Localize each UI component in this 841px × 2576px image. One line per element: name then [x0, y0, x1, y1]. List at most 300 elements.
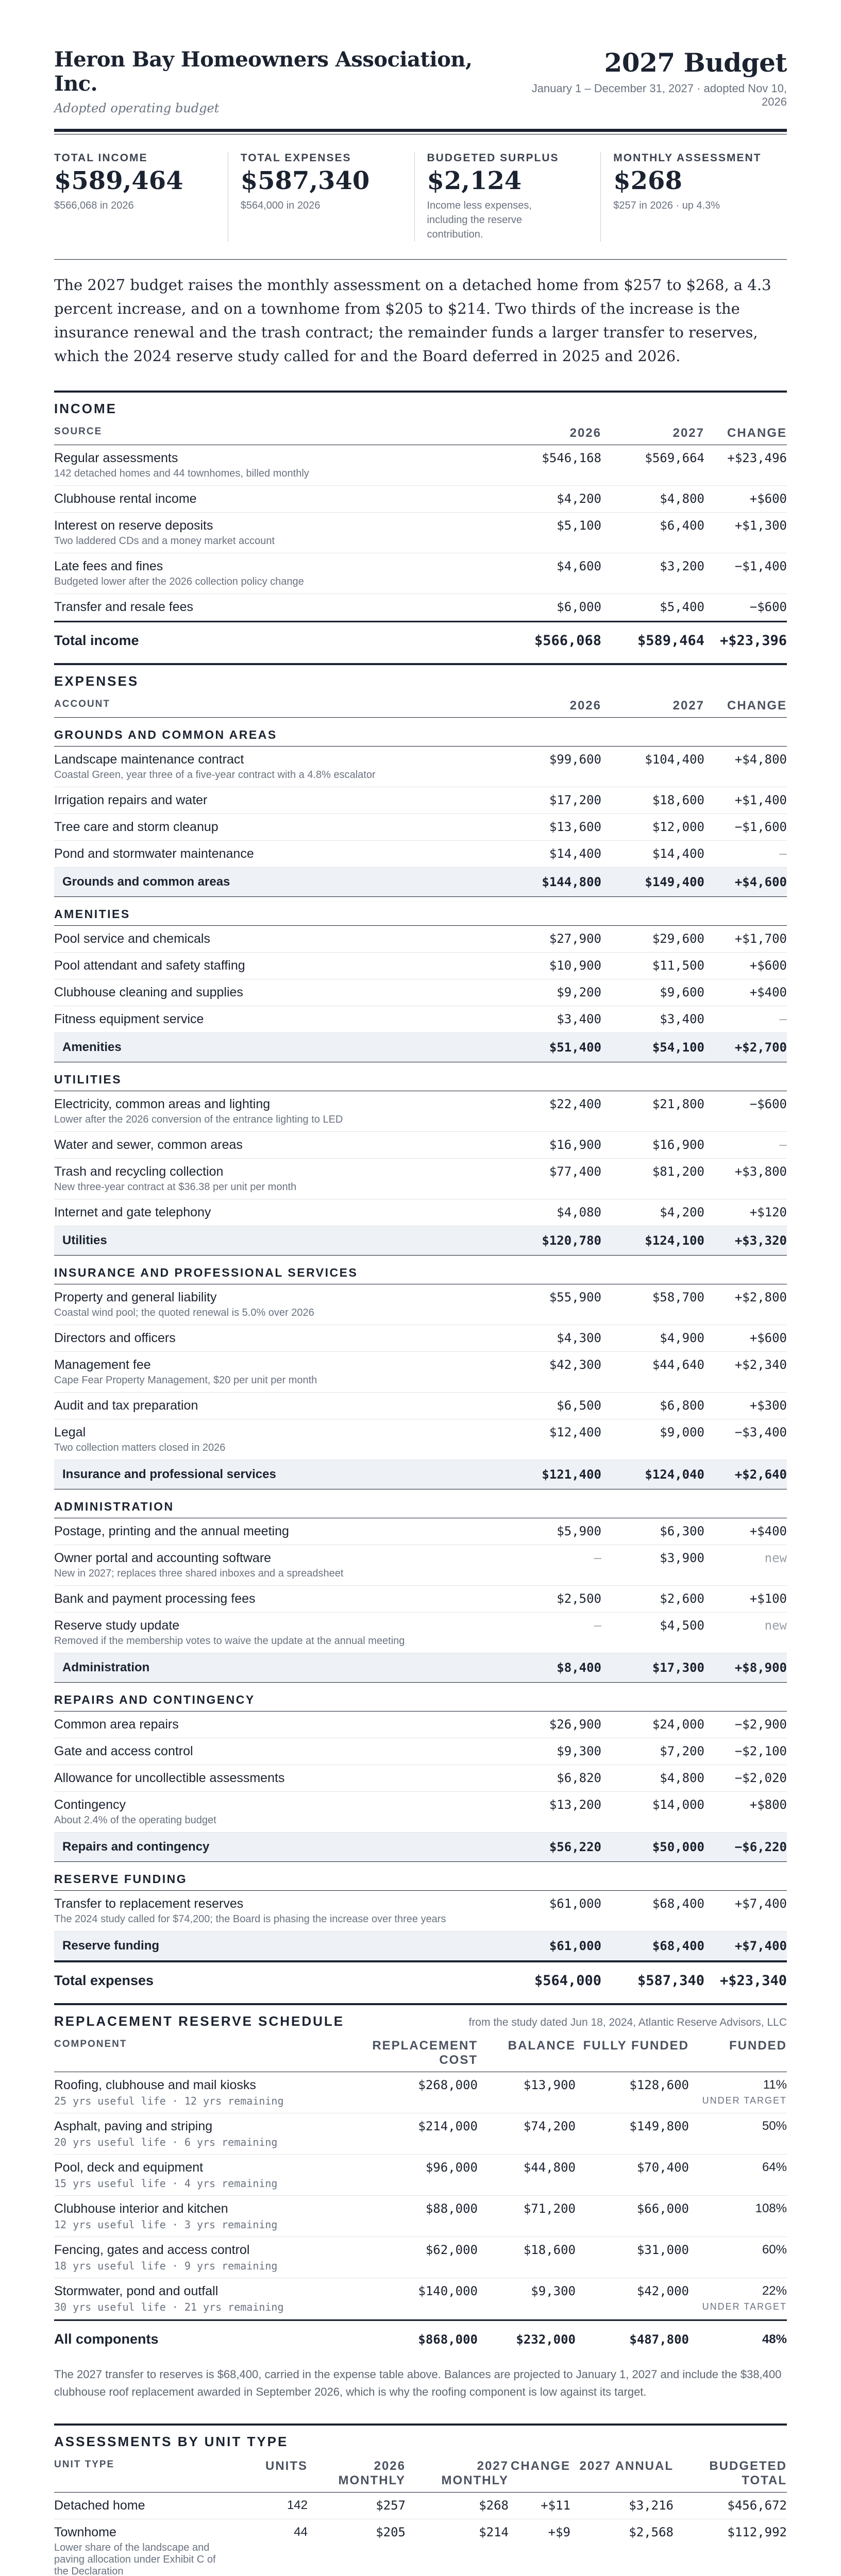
group-title: AMENITIES	[54, 897, 787, 926]
value-change: +$2,800	[734, 1290, 787, 1304]
value-2026: $4,300	[557, 1331, 601, 1345]
replacement-cost: $214,000	[418, 2119, 478, 2133]
value-change: —	[779, 1012, 787, 1026]
value-2027: $58,700	[652, 1290, 704, 1304]
group-title: ADMINISTRATION	[54, 1489, 787, 1518]
value-2026: $13,200	[549, 1798, 601, 1812]
value-2026: $13,600	[549, 820, 601, 834]
table-row	[54, 594, 787, 621]
subtotal-label: Utilities	[62, 1233, 107, 1247]
value-change: new	[764, 1551, 787, 1565]
item-name: Gate and access control	[54, 1744, 193, 1758]
item-name: Contingency	[54, 1798, 126, 1812]
row-label	[54, 1097, 498, 1126]
subtotal-label: Repairs and contingency	[62, 1840, 210, 1854]
fully-funded: $128,600	[629, 2078, 689, 2092]
value-change: +$23,496	[727, 451, 787, 465]
kpi-label: TOTAL EXPENSES	[240, 152, 351, 164]
fully-funded: $42,000	[636, 2284, 689, 2298]
value-change: +$2,340	[734, 1358, 787, 1372]
row-label	[54, 1524, 498, 1539]
budget-page	[54, 0, 787, 2576]
total-replacement-cost: $868,000	[418, 2332, 478, 2347]
value-2026: $17,200	[549, 793, 601, 807]
total-change: +$23,340	[719, 1973, 787, 1989]
reserve-total-row	[54, 2319, 787, 2358]
row-label	[54, 846, 498, 861]
value-2027: $3,900	[660, 1551, 704, 1565]
monthly-2026: $205	[376, 2525, 406, 2539]
group-title: REPAIRS AND CONTINGENCY	[54, 1683, 787, 1711]
item-note: Budgeted lower after the 2026 collection policy change	[54, 576, 304, 587]
value-change: new	[764, 1618, 787, 1633]
kpi-label: BUDGETED SURPLUS	[427, 152, 559, 164]
doc-subtitle: Adopted operating budget	[54, 101, 220, 115]
table-row	[54, 1325, 787, 1352]
funded-cell	[689, 2284, 787, 2312]
table-row	[54, 1765, 787, 1792]
annual-2027: $2,568	[629, 2525, 674, 2539]
table-row	[54, 1613, 787, 1653]
item-name: Transfer to replacement reserves	[54, 1896, 244, 1911]
kpi-note: $564,000 in 2026	[240, 200, 321, 211]
item-note: Two laddered CDs and a money market account	[54, 535, 275, 547]
reserve-table	[54, 2072, 787, 2319]
kpi-value: $268	[613, 166, 682, 195]
item-name: Postage, printing and the annual meeting	[54, 1524, 289, 1538]
total-2027: $587,340	[637, 1973, 704, 1989]
value-change: +$4,800	[734, 752, 787, 767]
col-2026: 2026	[569, 426, 601, 440]
table-row	[54, 1518, 787, 1545]
item-name: Reserve study update	[54, 1618, 180, 1633]
col-account: ACCOUNT	[54, 699, 110, 709]
table-row	[54, 1738, 787, 1765]
item-name: Transfer and resale fees	[54, 600, 194, 614]
page-title: 2027 Budget	[604, 47, 787, 78]
balance: $13,900	[523, 2078, 576, 2092]
table-row	[54, 513, 787, 553]
income-table	[54, 445, 787, 621]
component-name: Roofing, clubhouse and mail kiosks	[54, 2078, 256, 2092]
value-2026: $55,900	[549, 1290, 601, 1304]
row-label	[54, 451, 498, 480]
kpi-monthly-assessment	[600, 152, 787, 242]
col-change: CHANGE	[727, 699, 787, 713]
reserve-note: The 2027 transfer to reserves is $68,400, carried in the expense table above. Balances are projected to January 1, 2027 and include the $38,400 clubhouse roof replacement awarded in September 2026, which is why the roofing component is low against its target.	[54, 2368, 782, 2398]
col-2027: 2027	[672, 699, 704, 713]
subtotal-2027: $149,400	[645, 875, 704, 889]
document-header	[54, 47, 787, 115]
balance: $74,200	[523, 2119, 576, 2133]
budgeted-total: $112,992	[727, 2525, 787, 2539]
col-component: COMPONENT	[54, 2039, 127, 2049]
value-2027: $2,600	[660, 1591, 704, 1606]
item-name: Pond and stormwater maintenance	[54, 846, 254, 861]
monthly-2027: $268	[479, 2498, 509, 2513]
col-budgeted-total: BUDGETED TOTAL	[709, 2459, 787, 2487]
item-name: Management fee	[54, 1358, 151, 1372]
monthly-2027: $214	[479, 2525, 509, 2539]
subtotal-2026: $120,780	[542, 1233, 601, 1248]
value-2026: $5,900	[557, 1524, 601, 1538]
reserve-source: from the study dated Jun 18, 2024, Atlantic Reserve Advisors, LLC	[468, 2016, 787, 2028]
assessments-column-header	[54, 2450, 787, 2493]
table-row	[54, 1545, 787, 1586]
row-label	[54, 2201, 354, 2231]
kpi-label: MONTHLY ASSESSMENT	[613, 152, 762, 164]
item-name: Pool attendant and safety staffing	[54, 958, 245, 973]
value-2027: $569,664	[645, 451, 704, 465]
table-row	[54, 2278, 787, 2319]
col-units: UNITS	[265, 2459, 308, 2473]
component-life: 20 yrs useful life · 6 yrs remaining	[54, 2136, 278, 2148]
value-change: −$2,020	[734, 1771, 787, 1785]
item-name: Directors and officers	[54, 1331, 176, 1345]
total-2026: $564,000	[534, 1973, 601, 1989]
value-2027: $12,000	[652, 820, 704, 834]
row-label	[54, 931, 498, 946]
value-2026: $9,200	[557, 985, 601, 999]
total-2026: $566,068	[534, 633, 601, 649]
reserve-header	[54, 2005, 787, 2029]
subtotal-change: +$3,320	[734, 1233, 787, 1248]
col-2027-monthly: 2027 MONTHLY	[441, 2459, 509, 2487]
value-2026: $27,900	[549, 931, 601, 946]
subtotal-row	[54, 1226, 787, 1256]
org-name: Heron Bay Homeowners Association, Inc.	[54, 47, 473, 96]
subtotal-2026: $51,400	[549, 1040, 601, 1055]
row-label	[54, 2160, 354, 2190]
balance: $18,600	[523, 2243, 576, 2257]
item-name: Legal	[54, 1425, 86, 1439]
value-2027: $7,200	[660, 1744, 704, 1758]
value-2027: $18,600	[652, 793, 704, 807]
table-row	[54, 2196, 787, 2237]
subtotal-2027: $54,100	[652, 1040, 704, 1055]
item-note: New in 2027; replaces three shared inboxes and a spreadsheet	[54, 1568, 344, 1579]
row-label	[54, 1618, 498, 1647]
value-2026: $77,400	[549, 1164, 601, 1179]
value-change: −$1,400	[734, 559, 787, 573]
col-source: SOURCE	[54, 426, 103, 437]
total-balance: $232,000	[516, 2332, 576, 2347]
subtotal-change: −$6,220	[734, 1840, 787, 1854]
table-row	[54, 787, 787, 814]
kpi-note: $257 in 2026 · up 4.3%	[613, 200, 720, 211]
kpi-value: $587,340	[240, 166, 370, 195]
assessments-title: ASSESSMENTS BY UNIT TYPE	[54, 2434, 289, 2449]
value-change: −$2,100	[734, 1744, 787, 1758]
table-row	[54, 2072, 787, 2113]
item-name: Regular assessments	[54, 451, 178, 465]
balance: $9,300	[531, 2284, 576, 2298]
balance: $71,200	[523, 2201, 576, 2216]
subtotal-label: Insurance and professional services	[62, 1467, 276, 1481]
item-name: Bank and payment processing fees	[54, 1591, 256, 1606]
expenses-column-header	[54, 689, 787, 718]
units: 44	[294, 2525, 308, 2539]
subtotal-2027: $124,040	[645, 1467, 704, 1482]
component-name: Fencing, gates and access control	[54, 2243, 250, 2257]
replacement-cost: $268,000	[418, 2078, 478, 2092]
kpi-value: $2,124	[427, 166, 522, 195]
row-label	[54, 518, 498, 547]
row-label	[54, 492, 498, 506]
value-2026: $42,300	[549, 1358, 601, 1372]
replacement-cost: $88,000	[425, 2201, 478, 2216]
reserve-title: REPLACEMENT RESERVE SCHEDULE	[54, 2013, 345, 2029]
expense-group	[54, 1256, 787, 1489]
col-funded: FUNDED	[729, 2039, 787, 2053]
value-change: +$400	[749, 1524, 787, 1538]
row-label	[54, 1744, 498, 1759]
value-2026: $5,100	[557, 518, 601, 533]
item-name: Trash and recycling collection	[54, 1164, 224, 1179]
col-2026: 2026	[569, 699, 601, 713]
value-2027: $68,400	[652, 1896, 704, 1911]
table-row	[54, 1792, 787, 1833]
subtotal-2026: $144,800	[542, 875, 601, 889]
value-2026: $6,500	[557, 1398, 601, 1413]
value-2026: $2,500	[557, 1591, 601, 1606]
subtotal-2026: $56,220	[549, 1840, 601, 1854]
table-row	[54, 486, 787, 513]
value-2026: $9,300	[557, 1744, 601, 1758]
kpi-note: $566,068 in 2026	[54, 200, 134, 211]
item-name: Pool service and chemicals	[54, 931, 210, 946]
table-row	[54, 926, 787, 953]
funded-percent: 50%	[762, 2119, 787, 2133]
kpi-value: $589,464	[54, 166, 183, 195]
value-change: +$3,800	[734, 1164, 787, 1179]
value-2026: $14,400	[549, 846, 601, 861]
value-2027: $9,600	[660, 985, 704, 999]
table-row	[54, 1006, 787, 1033]
table-row	[54, 1159, 787, 1199]
replacement-cost: $140,000	[418, 2284, 478, 2298]
component-name: Stormwater, pond and outfall	[54, 2284, 218, 2298]
value-2027: $3,400	[660, 1012, 704, 1026]
row-label	[54, 1798, 498, 1826]
expense-group	[54, 1862, 787, 1961]
subtotal-row	[54, 868, 787, 897]
value-2026: $4,600	[557, 559, 601, 573]
row-label	[54, 1205, 498, 1220]
item-name: Clubhouse cleaning and supplies	[54, 985, 243, 999]
period-meta: January 1 – December 31, 2027 · adopted Nov 10, 2026	[531, 82, 787, 108]
kpi-label: TOTAL INCOME	[54, 152, 148, 164]
value-2027: $16,900	[652, 1138, 704, 1152]
under-target-badge: UNDER TARGET	[702, 2301, 787, 2312]
subtotal-label: Administration	[62, 1660, 150, 1674]
value-2027: $6,800	[660, 1398, 704, 1413]
subtotal-2026: $61,000	[549, 1939, 601, 1953]
value-change: −$2,900	[734, 1717, 787, 1732]
subtotal-row	[54, 1460, 787, 1489]
income-column-header	[54, 417, 787, 445]
table-row	[54, 553, 787, 594]
value-change: +$100	[749, 1591, 787, 1606]
value-2027: $6,300	[660, 1524, 704, 1538]
table-row	[54, 1393, 787, 1419]
value-2026: $3,400	[557, 1012, 601, 1026]
table-row	[54, 953, 787, 979]
item-note: Lower after the 2026 conversion of the entrance lighting to LED	[54, 1114, 343, 1125]
value-2026: —	[594, 1551, 601, 1565]
value-change: −$3,400	[734, 1425, 787, 1439]
total-label: All components	[54, 2331, 159, 2347]
row-label	[54, 2243, 354, 2272]
total-2027: $589,464	[637, 633, 704, 649]
fully-funded: $70,400	[636, 2160, 689, 2175]
value-2026: $6,000	[557, 600, 601, 614]
kpi-note: Income less expenses, including the reserve contribution.	[427, 200, 532, 240]
value-2027: $4,500	[660, 1618, 704, 1633]
table-row	[54, 1711, 787, 1738]
value-2026: $546,168	[542, 451, 601, 465]
row-label	[54, 820, 498, 835]
subtotal-2027: $50,000	[652, 1840, 704, 1854]
row-label	[54, 752, 498, 781]
subtotal-change: +$7,400	[734, 1939, 787, 1953]
row-label	[54, 1896, 498, 1925]
component-life: 18 yrs useful life · 9 yrs remaining	[54, 2260, 278, 2272]
value-change: +$300	[749, 1398, 787, 1413]
expense-group	[54, 897, 787, 1062]
value-change: +$600	[749, 492, 787, 506]
table-row	[54, 2237, 787, 2278]
table-row	[54, 979, 787, 1006]
table-row	[54, 1284, 787, 1325]
expense-group	[54, 1489, 787, 1683]
item-note: New three-year contract at $36.38 per unit per month	[54, 1181, 297, 1193]
total-label: Total expenses	[54, 1973, 154, 1988]
income-total-row	[54, 621, 787, 659]
col-unit-type: UNIT TYPE	[54, 2459, 115, 2470]
subtotal-change: +$8,900	[734, 1660, 787, 1675]
funded-cell	[689, 2078, 787, 2106]
item-name: Water and sewer, common areas	[54, 1138, 243, 1152]
change: +$9	[548, 2525, 570, 2539]
value-2026: $12,400	[549, 1425, 601, 1439]
kpi-rule	[54, 259, 787, 260]
item-name: Fitness equipment service	[54, 1012, 204, 1026]
col-fully-funded: FULLY FUNDED	[583, 2039, 689, 2053]
subtotal-2026: $8,400	[557, 1660, 601, 1675]
value-2026: $4,080	[557, 1205, 601, 1219]
income-title: INCOME	[54, 401, 117, 416]
row-label	[54, 793, 498, 808]
item-note: The 2024 study called for $74,200; the Board is phasing the increase over three years	[54, 1913, 446, 1925]
value-2027: $4,800	[660, 1771, 704, 1785]
row-label	[54, 1717, 498, 1732]
row-label	[54, 1358, 498, 1386]
value-2026: $6,820	[557, 1771, 601, 1785]
group-title: RESERVE FUNDING	[54, 1862, 787, 1891]
value-2026: $61,000	[549, 1896, 601, 1911]
item-name: Allowance for uncollectible assessments	[54, 1771, 285, 1785]
row-label	[54, 2078, 354, 2107]
balance: $44,800	[523, 2160, 576, 2175]
table-row	[54, 814, 787, 841]
value-2026: $10,900	[549, 958, 601, 973]
row-label	[54, 559, 498, 588]
item-note: Coastal Green, year three of a five-year contract with a 4.8% escalator	[54, 769, 376, 781]
subtotal-row	[54, 1931, 787, 1961]
row-label	[54, 2525, 246, 2576]
subtotal-2027: $68,400	[652, 1939, 704, 1953]
value-2027: $81,200	[652, 1164, 704, 1179]
assessments-table	[54, 2493, 787, 2576]
row-label	[54, 1012, 498, 1027]
value-2026: $4,200	[557, 492, 601, 506]
value-change: +$1,700	[734, 931, 787, 946]
group-title: INSURANCE AND PROFESSIONAL SERVICES	[54, 1256, 787, 1284]
table-row	[54, 1132, 787, 1159]
subtotal-row	[54, 1033, 787, 1062]
row-label	[54, 1591, 498, 1606]
value-2026: $26,900	[549, 1717, 601, 1732]
subtotal-row	[54, 1653, 787, 1683]
value-2027: $3,200	[660, 559, 704, 573]
component-life: 25 yrs useful life · 12 yrs remaining	[54, 2095, 284, 2107]
kpi-budgeted-surplus	[414, 152, 601, 242]
row-label	[54, 1771, 498, 1786]
component-life: 30 yrs useful life · 21 yrs remaining	[54, 2301, 284, 2313]
total-funded: 48%	[762, 2332, 787, 2346]
value-2027: $29,600	[652, 931, 704, 946]
unit-note: Lower share of the landscape and paving allocation under Exhibit C of the Declaration	[54, 2542, 216, 2576]
value-2027: $14,000	[652, 1798, 704, 1812]
col-2026-monthly: 2026 MONTHLY	[338, 2459, 406, 2487]
item-note: 142 detached homes and 44 townhomes, billed monthly	[54, 468, 309, 479]
subtotal-label: Grounds and common areas	[62, 875, 230, 889]
row-label	[54, 958, 498, 973]
col-2027: 2027	[672, 426, 704, 440]
under-target-badge: UNDER TARGET	[702, 2095, 787, 2106]
table-row	[54, 2493, 787, 2519]
units: 142	[287, 2498, 308, 2512]
funded-cell	[689, 2201, 787, 2216]
subtotal-label: Reserve funding	[62, 1939, 160, 1953]
row-label	[54, 985, 498, 1000]
annual-2027: $3,216	[629, 2498, 674, 2513]
budgeted-total: $456,672	[727, 2498, 787, 2513]
table-row	[54, 1419, 787, 1460]
value-change: −$600	[749, 1097, 787, 1111]
value-change: +$400	[749, 985, 787, 999]
header-rule	[54, 129, 787, 132]
monthly-2026: $257	[376, 2498, 406, 2513]
value-change: +$1,300	[734, 518, 787, 533]
expenses-table	[54, 718, 787, 1961]
subtotal-2027: $124,100	[645, 1233, 704, 1248]
item-name: Owner portal and accounting software	[54, 1551, 272, 1565]
total-label: Total income	[54, 633, 139, 648]
value-change: −$600	[749, 600, 787, 614]
row-label	[54, 1551, 498, 1580]
table-row	[54, 1199, 787, 1226]
item-name: Interest on reserve deposits	[54, 518, 213, 533]
item-name: Audit and tax preparation	[54, 1398, 198, 1413]
fully-funded: $31,000	[636, 2243, 689, 2257]
value-2027: $5,400	[660, 600, 704, 614]
unit-type: Detached home	[54, 2498, 145, 2513]
value-2027: $4,200	[660, 1205, 704, 1219]
value-change: —	[779, 1138, 787, 1152]
table-row	[54, 1891, 787, 1931]
